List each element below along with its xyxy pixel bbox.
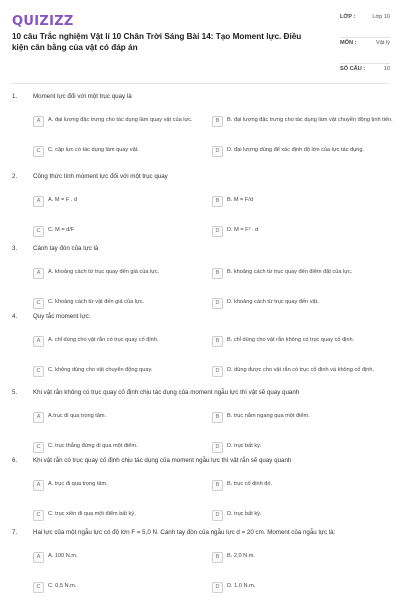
- option-text: B. 2,0 N.m.: [227, 553, 255, 560]
- meta-count-label: SỐ CÂU :: [340, 66, 366, 72]
- option-letter-box: A: [33, 116, 44, 127]
- option-letter-box: C: [33, 510, 44, 521]
- option-letter-box: C: [33, 366, 44, 377]
- option-letter-box: A: [33, 336, 44, 347]
- option-text: D. M = F² . d: [227, 227, 259, 234]
- answer-option-b[interactable]: [212, 548, 394, 566]
- answer-option-b[interactable]: [212, 332, 394, 350]
- meta-class-label: LỚP :: [340, 14, 356, 20]
- option-letter-box: B: [212, 412, 223, 423]
- option-letter-box: D: [212, 298, 223, 309]
- answer-option-c[interactable]: [33, 578, 215, 596]
- answer-option-a[interactable]: [33, 476, 215, 494]
- option-text: D. khoảng cách từ trục quay đến vật.: [227, 299, 319, 306]
- option-letter-box: D: [212, 366, 223, 377]
- option-letter-box: A: [33, 196, 44, 207]
- option-text: A.trục đi qua trọng tâm.: [48, 413, 107, 420]
- answer-option-b[interactable]: [212, 476, 394, 494]
- option-text: B. chỉ dùng cho vật rắn không có trục quay cố định.: [227, 337, 355, 344]
- answer-option-c[interactable]: [33, 294, 215, 312]
- question-number: 6.: [12, 457, 18, 464]
- option-letter-box: B: [212, 336, 223, 347]
- option-text: A. đại lượng đặc trưng cho tác dụng làm quay vật của lực.: [48, 117, 193, 124]
- option-text: A. chỉ dùng cho vật rắn có trục quay cố định.: [48, 337, 159, 344]
- question-text: Moment lực đối với một trục quay là: [33, 93, 132, 100]
- option-text: D. đại lượng dùng để xác định độ lớn của lực tác dụng.: [227, 147, 365, 154]
- option-text: B. trục cố định đó.: [227, 481, 273, 488]
- option-text: C. 0,5 N.m.: [48, 583, 77, 590]
- question-number: 5.: [12, 389, 18, 396]
- option-letter-box: D: [212, 510, 223, 521]
- answer-option-a[interactable]: [33, 408, 215, 426]
- option-text: D. dùng được cho vật rắn có trục cố định và không cố định.: [227, 367, 375, 374]
- option-letter-box: B: [212, 552, 223, 563]
- question-text: Khi vật rắn có trục quay cố định chịu tác dụng của moment ngẫu lực thì vật rắn sẽ quay quanh: [33, 457, 292, 464]
- option-letter-box: C: [33, 582, 44, 593]
- answer-option-d[interactable]: [212, 438, 394, 456]
- quizizz-logo: QUIZIZZ: [12, 14, 74, 29]
- option-letter-box: C: [33, 226, 44, 237]
- option-letter-box: A: [33, 480, 44, 491]
- option-text: B. đại lượng đặc trưng cho tác dụng làm vật chuyển động tịnh tiến.: [227, 117, 393, 124]
- answer-option-a[interactable]: [33, 112, 215, 130]
- question-text: Hai lực của một ngẫu lực có độ lớn F = 5,0 N. Cánh tay đòn của ngẫu lực d = 20 cm. Moment của ngẫu lực là:: [33, 529, 336, 536]
- answer-option-b[interactable]: [212, 408, 394, 426]
- answer-option-c[interactable]: [33, 506, 215, 524]
- answer-option-d[interactable]: [212, 142, 394, 160]
- answer-option-b[interactable]: [212, 264, 394, 282]
- answer-option-c[interactable]: [33, 362, 215, 380]
- option-text: C. không dùng cho vật chuyển động quay.: [48, 367, 153, 374]
- option-letter-box: D: [212, 442, 223, 453]
- answer-option-d[interactable]: [212, 506, 394, 524]
- option-letter-box: B: [212, 480, 223, 491]
- option-text: C. trục thẳng đứng đi qua một điểm.: [48, 443, 138, 450]
- answer-option-a[interactable]: [33, 332, 215, 350]
- answer-option-a[interactable]: [33, 264, 215, 282]
- meta-subject-row: [340, 38, 390, 64]
- option-letter-box: B: [212, 116, 223, 127]
- option-letter-box: C: [33, 442, 44, 453]
- answer-option-d[interactable]: [212, 294, 394, 312]
- option-text: B. trục nằm ngang qua một điểm.: [227, 413, 310, 420]
- page-title: 10 câu Trắc nghiệm Vật lí 10 Chân Trời Sáng Bài 14: Tạo Moment lực. Điều kiện cân bằng của vật có đáp án: [12, 32, 302, 52]
- worksheet-meta: [340, 12, 390, 75]
- header-divider: [12, 83, 388, 84]
- option-letter-box: C: [33, 298, 44, 309]
- option-letter-box: B: [212, 268, 223, 279]
- answer-option-a[interactable]: [33, 192, 215, 210]
- question-text: Quy tắc moment lực:: [33, 313, 91, 320]
- option-text: D. trục bất kỳ.: [227, 443, 262, 450]
- question-number: 3.: [12, 245, 18, 252]
- answer-option-d[interactable]: [212, 578, 394, 596]
- meta-class-value: Lớp 10: [372, 14, 390, 20]
- question-number: 7.: [12, 529, 18, 536]
- meta-count-row: [340, 64, 390, 75]
- answer-option-d[interactable]: [212, 362, 394, 380]
- answer-option-a[interactable]: [33, 548, 215, 566]
- option-letter-box: A: [33, 552, 44, 563]
- answer-option-d[interactable]: [212, 222, 394, 240]
- option-letter-box: C: [33, 146, 44, 157]
- option-text: C. trục xiên đi qua một điểm bất kỳ.: [48, 511, 136, 518]
- question-text: Công thức tính moment lực đối với một trục quay: [33, 173, 168, 180]
- option-letter-box: D: [212, 146, 223, 157]
- option-text: A. 100 N.m.: [48, 553, 78, 560]
- option-text: A. trục đi qua trọng tâm.: [48, 481, 108, 488]
- question-number: 4.: [12, 313, 18, 320]
- question-text: Cánh tay đòn của lực là: [33, 245, 99, 252]
- option-text: D. trục bất kỳ.: [227, 511, 262, 518]
- option-text: B. khoảng cách từ trục quay đến điểm đặt của lực.: [227, 269, 353, 276]
- option-text: B. M = F/d: [227, 197, 253, 204]
- option-text: C. khoảng cách từ vật đến giá của lực.: [48, 299, 145, 306]
- option-text: C. M = d/F: [48, 227, 75, 234]
- question-number: 1.: [12, 93, 18, 100]
- option-letter-box: A: [33, 268, 44, 279]
- question-number: 2.: [12, 173, 18, 180]
- answer-option-c[interactable]: [33, 222, 215, 240]
- option-letter-box: B: [212, 196, 223, 207]
- meta-subject-label: MÔN :: [340, 40, 357, 46]
- answer-option-c[interactable]: [33, 142, 215, 160]
- option-letter-box: A: [33, 412, 44, 423]
- option-text: D. 1,0 N.m.: [227, 583, 256, 590]
- option-letter-box: D: [212, 226, 223, 237]
- option-letter-box: D: [212, 582, 223, 593]
- answer-option-b[interactable]: [212, 192, 394, 210]
- option-text: A. khoảng cách từ trục quay đến giá của lực.: [48, 269, 160, 276]
- option-text: C. cặp lực có tác dụng làm quay vật.: [48, 147, 139, 154]
- question-text: Khi vật rắn không có trục quay cố định chịu tác dụng của moment ngẫu lực thì vật sẽ quay quanh: [33, 389, 300, 396]
- answer-option-b[interactable]: [212, 112, 394, 130]
- meta-subject-value: Vật lý: [376, 40, 390, 46]
- answer-option-c[interactable]: [33, 438, 215, 456]
- meta-class-row: [340, 12, 390, 38]
- option-text: A. M = F . d: [48, 197, 78, 204]
- meta-count-value: 10: [383, 66, 390, 72]
